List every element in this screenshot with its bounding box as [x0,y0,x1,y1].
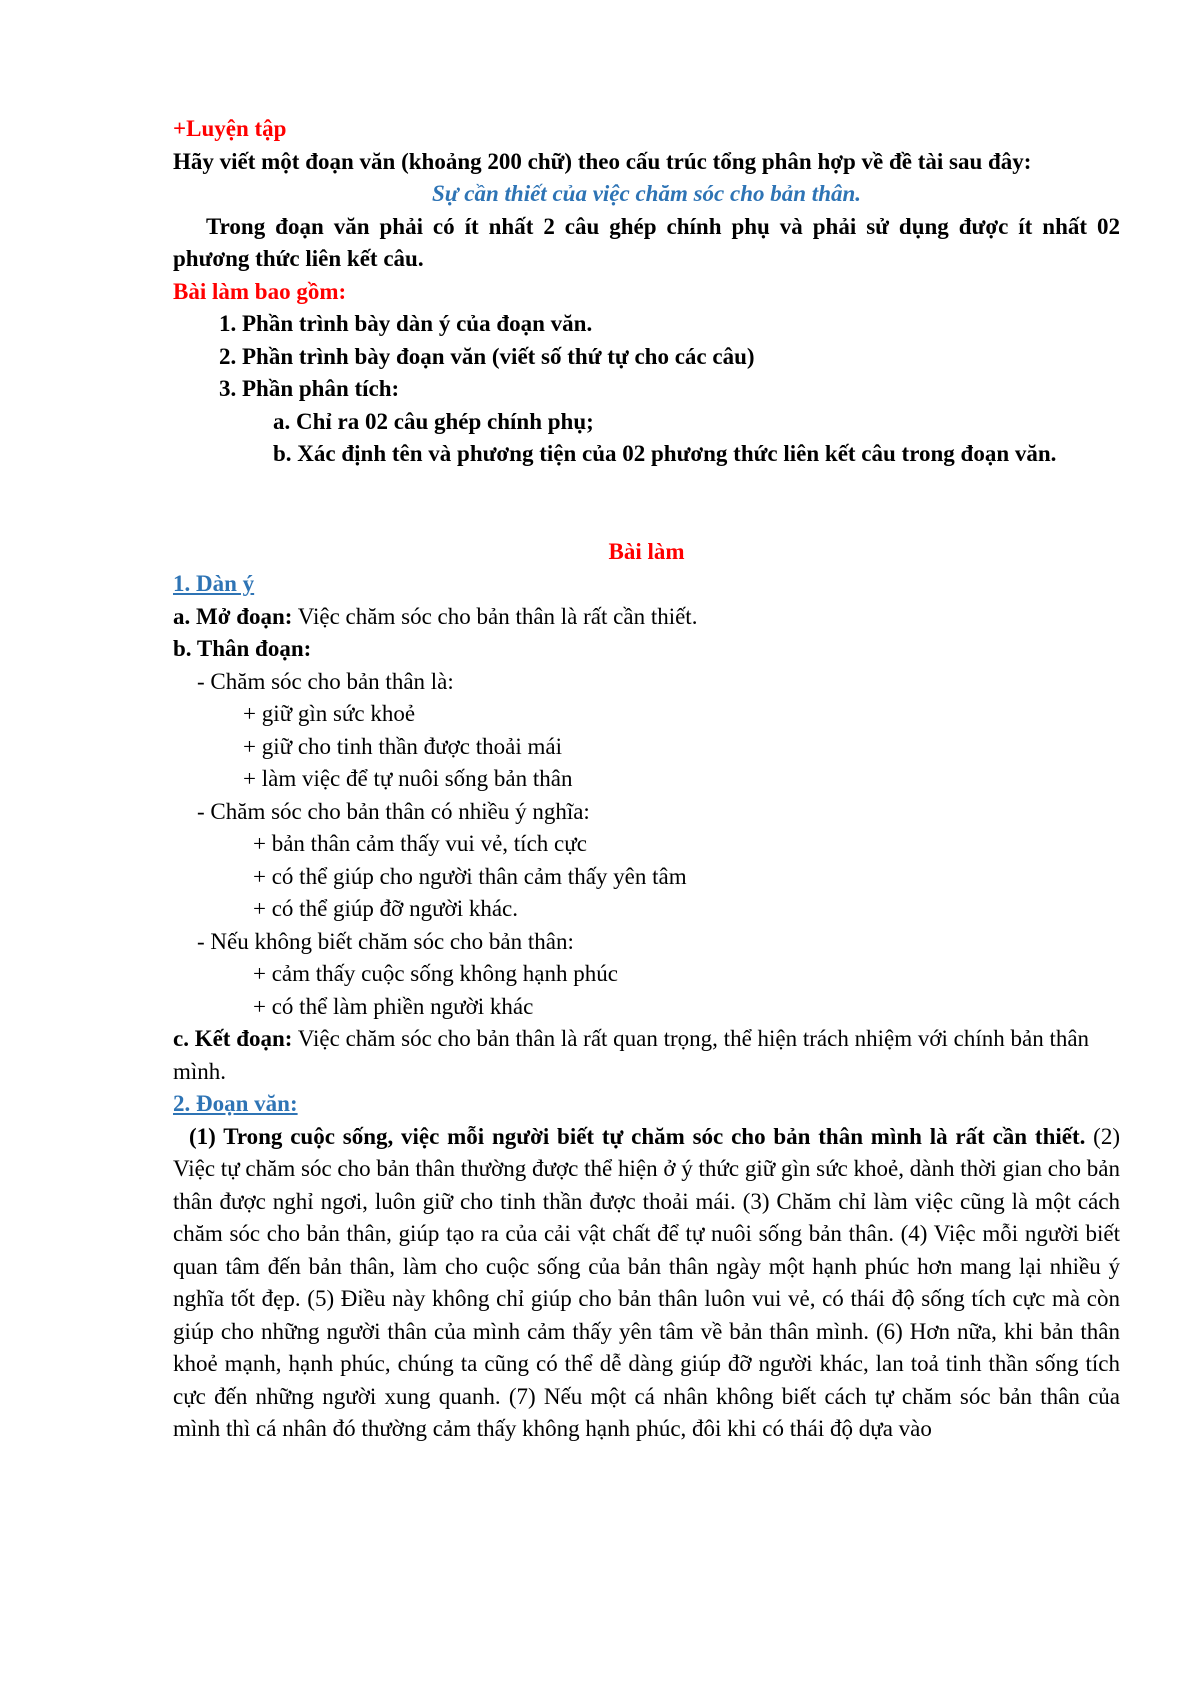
include-item-3: 3. Phần phân tích: [219,376,400,401]
answer-title: Bài làm [608,538,685,564]
outline-heading-row [173,568,1120,601]
outline-heading: 1. Dàn ý [173,571,255,596]
group3-title: - Nếu không biết chăm sóc cho bản thân: [197,928,574,954]
group2-item-2: + có thể giúp cho người thân cảm thấy yên tâm [253,863,687,889]
body-label: b. Thân đoạn: [173,636,312,661]
group1-title: - Chăm sóc cho bản thân là: [197,668,454,694]
exercise-prompt: Hãy viết một đoạn văn (khoảng 200 chữ) theo cấu trúc tổng phân hợp về đề tài sau đây: [173,148,1032,174]
close-label: c. Kết đoạn: [173,1026,293,1051]
outline-open [173,601,1120,634]
exercise-topic: Sự cần thiết của việc chăm sóc cho bản thân. [431,181,862,206]
group2-title: - Chăm sóc cho bản thân có nhiều ý nghĩa: [197,798,590,824]
paragraph-heading-row [173,1088,1120,1121]
exercise-heading: +Luyện tập [173,116,287,141]
include-item-1: 1. Phần trình bày dàn ý của đoạn văn. [219,311,593,336]
outline-close [173,1023,1120,1088]
includes-heading: Bài làm bao gồm: [173,278,347,304]
answer-paragraph [173,1121,1120,1446]
paragraph-topic-sentence: (1) Trong cuộc sống, việc mỗi người biết tự chăm sóc cho bản thân mình là rất cần thiết. [189,1123,1086,1149]
spacer [173,471,1120,536]
open-label: a. Mở đoạn: [173,603,293,629]
document-content [173,113,1120,1446]
group2-item-1: + bản thân cảm thấy vui vẻ, tích cực [253,831,587,856]
exercise-requirement: Trong đoạn văn phải có ít nhất 2 câu ghép chính phụ và phải sử dụng được ít nhất 02 phương thức liên kết câu. [173,213,1120,271]
group3-item-2: + có thể làm phiền người khác [253,993,534,1019]
paragraph-body: (2) Việc tự chăm sóc cho bản thân thường được thể hiện ở ý thức giữ gìn sức khoẻ, dành thời gian cho bản thân được nghỉ ngơi, luôn giữ cho tinh thần được thoải mái. (3) Chăm chỉ làm việc cũng là một cách chăm sóc cho bản thân, giúp tạo ra của cải vật chất để tự nuôi sống bản thân. (4) Việc mỗi người biết quan tâm đến bản thân, làm cho cuộc sống của bản thân ngày một hạnh phúc hơn mang lại nhiều ý nghĩa tốt đẹp. (5) Điều này không chỉ giúp cho bản thân luôn vui vẻ, có thái độ sống tích cực mà còn giúp cho những người thân của mình cảm thấy yên tâm về bản thân mình. (6) Hơn nữa, khi bản thân khoẻ mạnh, hạnh phúc, chúng ta cũng có thể dễ dàng giúp đỡ người khác, lan toả tinh thần sống tích cực đến những người xung quanh. (7) Nếu một cá nhân không biết cách tự chăm sóc bản thân của mình thì cá nhân đó thường cảm thấy không hạnh phúc, đôi khi có thái độ dựa vào [173,1123,1120,1441]
group2-item-3: + có thể giúp đỡ người khác. [253,896,519,921]
group1-item-2: + giữ cho tinh thần được thoải mái [243,733,562,759]
close-text: Việc chăm sóc cho bản thân là rất quan trọng, thể hiện trách nhiệm với chính bản thân mình. [173,1026,1090,1084]
open-text: Việc chăm sóc cho bản thân là rất cần thiết. [292,603,698,629]
include-subitem-b: b. Xác định tên và phương tiện của 02 phương thức liên kết câu trong đoạn văn. [273,441,1057,466]
include-item-2: 2. Phần trình bày đoạn văn (viết số thứ tự cho các câu) [219,343,755,369]
include-subitem-a: a. Chỉ ra 02 câu ghép chính phụ; [273,408,594,434]
group3-item-1: + cảm thấy cuộc sống không hạnh phúc [253,961,618,986]
group1-item-1: + giữ gìn sức khoẻ [243,701,416,726]
group1-item-3: + làm việc để tự nuôi sống bản thân [243,766,573,791]
paragraph-heading: 2. Đoạn văn: [173,1091,298,1116]
